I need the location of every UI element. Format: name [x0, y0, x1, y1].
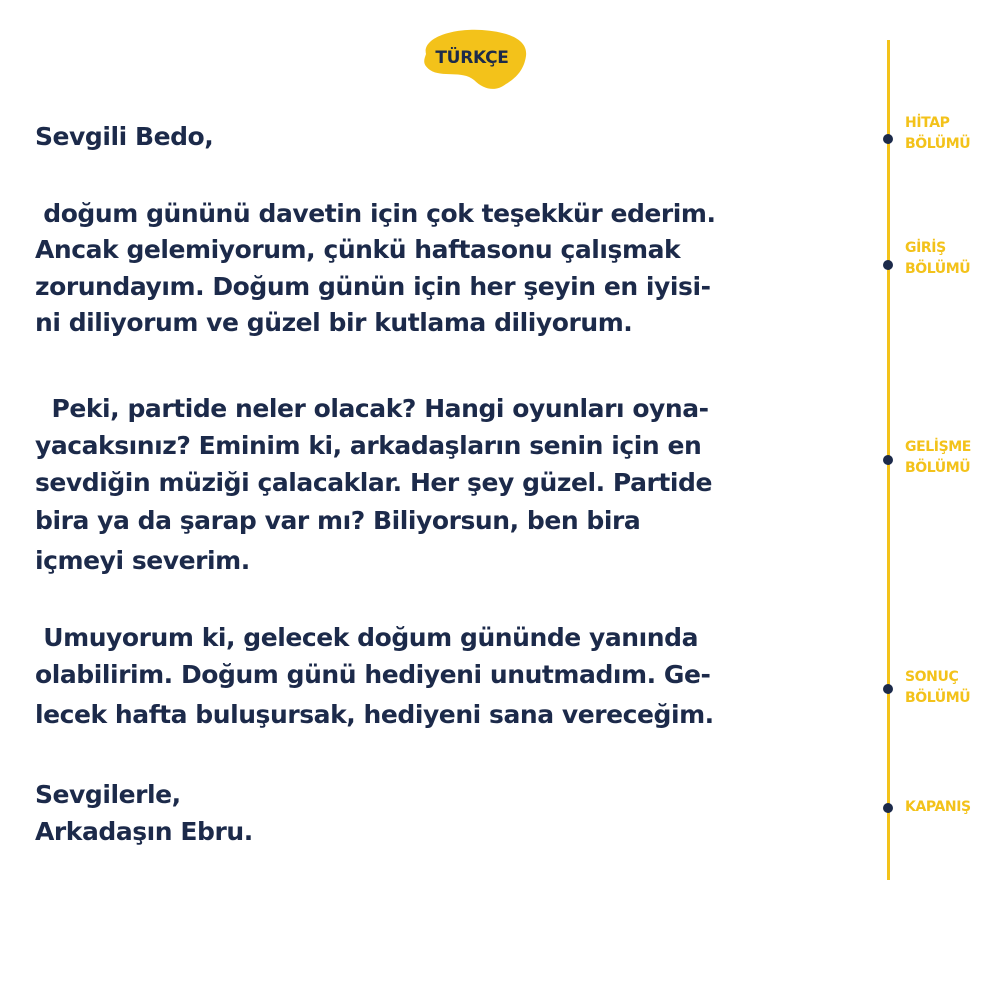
section-label-line: BÖLÜMÜ: [905, 690, 971, 706]
paragraph3-line: lecek hafta buluşursak, hediyeni sana vereceğim.: [35, 700, 714, 729]
timeline-dot: [883, 260, 893, 270]
section-label-line: GELİŞME: [905, 439, 971, 455]
timeline-dot: [883, 455, 893, 465]
section-label-sonuc: [905, 667, 970, 709]
timeline-dot: [883, 803, 893, 813]
section-label-gelisme: [905, 437, 971, 479]
paragraph3-line: olabilirim. Doğum günü hediyeni unutmadım. Ge-: [35, 660, 711, 689]
section-label-line: GİRİŞ: [905, 240, 946, 256]
letter-signature: Arkadaşın Ebru.: [35, 817, 253, 846]
paragraph2-line: Peki, partide neler olacak? Hangi oyunları oyna-: [35, 394, 709, 423]
letter-greeting: Sevgili Bedo,: [35, 122, 214, 151]
section-label-line: KAPANIŞ: [905, 799, 971, 815]
paragraph1-line: Ancak gelemiyorum, çünkü haftasonu çalışmak: [35, 235, 681, 264]
paragraph1-line: ni diliyorum ve güzel bir kutlama diliyorum.: [35, 308, 633, 337]
timeline-dot: [883, 134, 893, 144]
badge-label: TÜRKÇE: [435, 48, 509, 68]
letter-closing: Sevgilerle,: [35, 780, 181, 809]
paragraph3-line: Umuyorum ki, gelecek doğum gününde yanında: [35, 623, 698, 652]
section-label-hitap: [905, 113, 970, 155]
timeline-dot: [883, 684, 893, 694]
paragraph1-line: doğum gününü davetin için çok teşekkür ederim.: [35, 199, 716, 228]
paragraph2-line: yacaksınız? Eminim ki, arkadaşların senin için en: [35, 431, 702, 460]
paragraph2-line: bira ya da şarap var mı? Biliyorsun, ben bira: [35, 506, 641, 535]
section-label-line: BÖLÜMÜ: [905, 261, 971, 277]
paragraph2-line: sevdiğin müziği çalacaklar. Her şey güzel. Partide: [35, 468, 712, 497]
section-label-kapanis: [905, 797, 971, 818]
paragraph1-line: zorundayım. Doğum günün için her şeyin en iyisi-: [35, 272, 711, 301]
section-label-line: HİTAP: [905, 115, 950, 131]
paragraph2-line: içmeyi severim.: [35, 546, 250, 575]
language-badge: [412, 26, 532, 98]
section-label-giris: [905, 238, 970, 280]
section-label-line: BÖLÜMÜ: [905, 460, 971, 476]
section-label-line: BÖLÜMÜ: [905, 136, 971, 152]
section-label-line: SONUÇ: [905, 669, 959, 685]
